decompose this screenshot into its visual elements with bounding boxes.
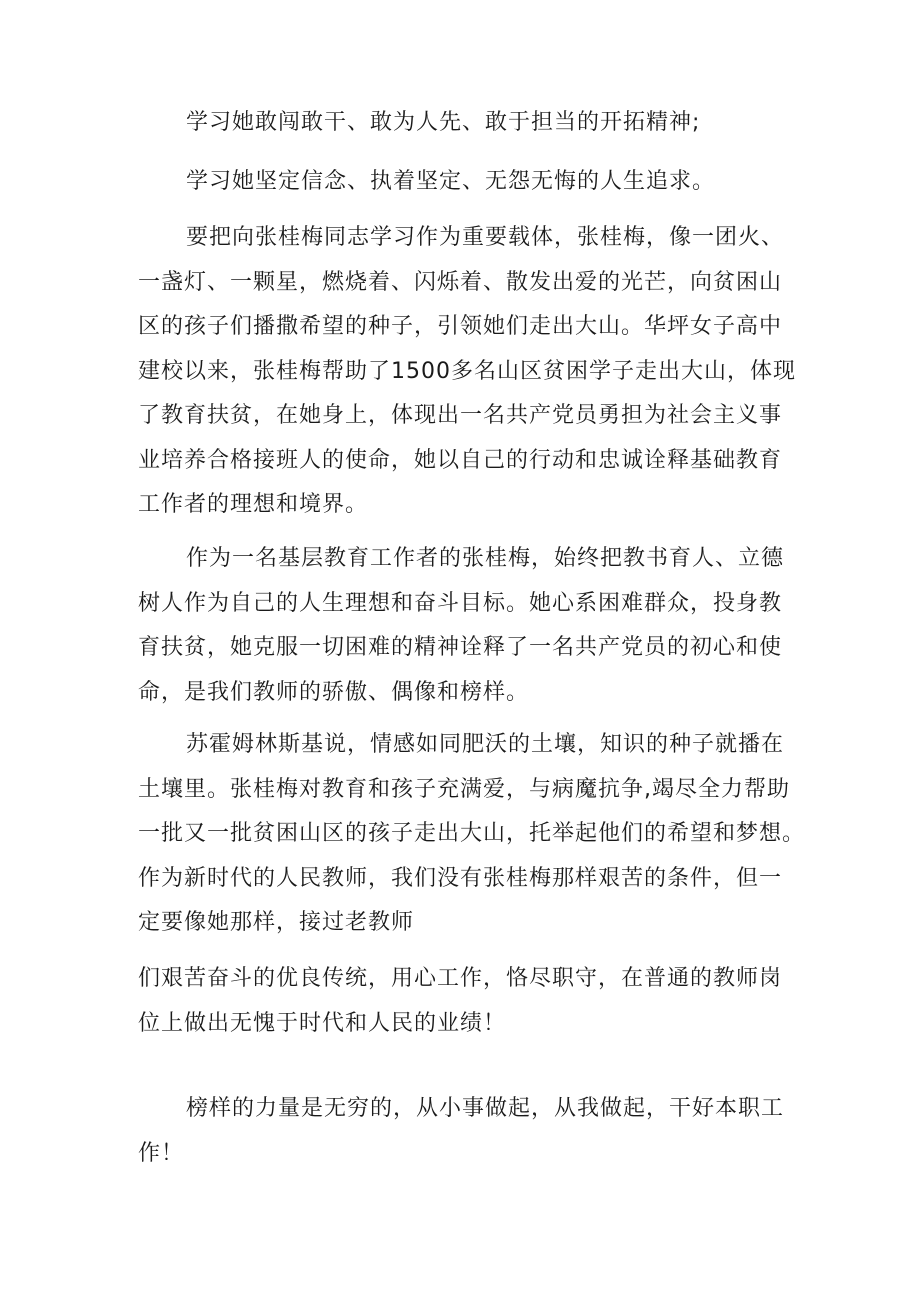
paragraph-line: 位上做出无愧于时代和人民的业绩！ bbox=[138, 1010, 507, 1036]
paragraph-line: 命，是我们教师的骄傲、偶像和榜样。 bbox=[138, 679, 530, 705]
paragraph-line: 们艰苦奋斗的优良传统，用心工作，恪尽职守，在普通的教师岗 bbox=[138, 966, 783, 991]
paragraph-line: 定要像她那样，接过老教师 bbox=[138, 910, 415, 935]
paragraph-role-model-power bbox=[138, 1087, 810, 1176]
paragraph-line: 要把向张桂梅同志学习作为重要载体，张桂梅，像一团火、 bbox=[186, 225, 785, 250]
paragraph-sukhomlinsky-quote bbox=[138, 723, 810, 946]
paragraph-study-life-pursuit bbox=[138, 160, 810, 205]
paragraph-line: 苏霍姆林斯基说，情感如同肥沃的土壤，知识的种子就播在 bbox=[186, 732, 785, 757]
paragraph-line: 榜样的力量是无穷的，从小事做起，从我做起，干好本职工 bbox=[186, 1096, 785, 1121]
paragraph-line: 区的孩子们播撒希望的种子，引领她们走出大山。华坪女子高中 bbox=[138, 314, 783, 339]
paragraph-line: 学习她敢闯敢干、敢为人先、敢于担当的开拓精神; bbox=[186, 110, 701, 135]
paragraph-line: 了教育扶贫，在她身上，体现出一名共产党员勇担为社会主义事 bbox=[138, 403, 783, 428]
paragraph-line: 作！ bbox=[138, 1140, 185, 1166]
paragraph-line: 树人作为自己的人生理想和奋斗目标。她心系困难群众，投身教 bbox=[138, 590, 783, 616]
paragraph-line: 育扶贫，她克服一切困难的精神诠释了一名共产党员的初心和使 bbox=[138, 635, 783, 660]
paragraph-line: 一批又一批贫困山区的孩子走出大山，托举起他们的希望和梦想。 bbox=[138, 821, 806, 846]
paragraph-line: 作为一名基层教育工作者的张桂梅，始终把教书育人、立德 bbox=[186, 546, 785, 571]
paragraph-line: 学习她坚定信念、执着坚定、无怨无悔的人生追求。 bbox=[186, 169, 716, 194]
paragraph-grassroots-educator bbox=[138, 537, 810, 715]
paragraph-line: 业培养合格接班人的使命，她以自己的行动和忠诚诠释基础教育 bbox=[138, 447, 783, 473]
paragraph-study-pioneering-spirit bbox=[138, 101, 810, 146]
paragraph-line: 建校以来，张桂梅帮助了1500多名山区贫困学子走出大山，体现 bbox=[138, 358, 796, 384]
paragraph-line: 土壤里。张桂梅对教育和孩子充满爱，与病魔抗争,竭尽全力帮助 bbox=[138, 776, 790, 802]
paragraph-line: 作为新时代的人民教师，我们没有张桂梅那样艰苦的条件，但一 bbox=[138, 865, 783, 891]
paragraph-line: 一盏灯、一颗星，燃烧着、闪烁着、散发出爱的光芒，向贫困山 bbox=[138, 269, 783, 295]
paragraph-line: 工作者的理想和境界。 bbox=[138, 492, 369, 517]
paragraph-fine-tradition bbox=[138, 957, 810, 1046]
paragraph-learning-carrier bbox=[138, 216, 810, 528]
